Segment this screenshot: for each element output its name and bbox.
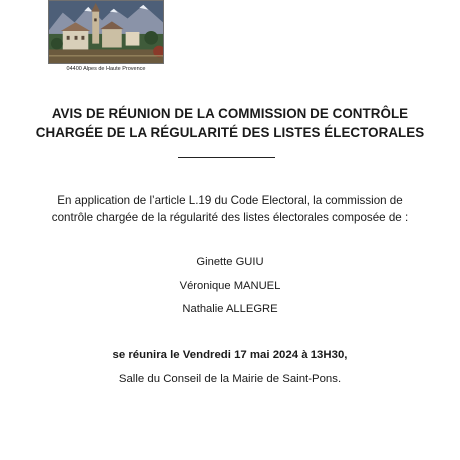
meeting-date: se réunira le Vendredi 17 mai 2024 à 13H30, (112, 349, 348, 361)
intro-line-1: En application de l’article L.19 du Code Electoral, la commission de (57, 194, 403, 207)
village-painting-image (48, 0, 164, 64)
member-name: Véronique MANUEL (179, 280, 281, 292)
intro-paragraph (0, 192, 460, 226)
member-name: Ginette GUIU (196, 256, 264, 268)
member-name: Nathalie ALLEGRE (182, 303, 278, 315)
meeting-location: Salle du Conseil de la Mairie de Saint-Pons. (118, 373, 342, 385)
intro-line-2: contrôle chargée de la régularité des listes électorales composée de : (51, 211, 409, 224)
municipal-logo (48, 0, 164, 78)
notice-title-line-2: CHARGÉE DE LA RÉGULARITÉ DES LISTES ÉLECTORALES (35, 125, 425, 140)
logo-caption: 04400 Alpes de Haute Provence (66, 66, 146, 72)
notice-title (0, 104, 460, 142)
notice-title-line-1: AVIS DE RÉUNION DE LA COMMISSION DE CONTRÔLE (51, 106, 409, 121)
title-underline-divider (178, 157, 275, 158)
